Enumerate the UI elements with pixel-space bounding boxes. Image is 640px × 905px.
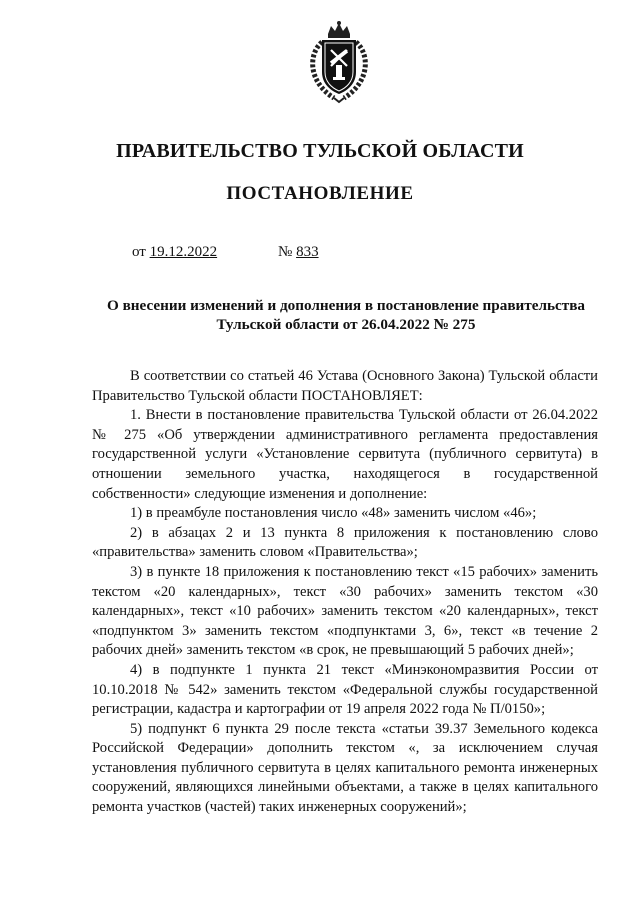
paragraph: 1. Внести в постановление правительства Тульской области от 26.04.2022 № 275 «Об утверждении административного регламента предоставления государственной услуги «Установление сервитута (публичного сервитута) в отношении земельного участка, находящегося в государственной собственности» следующие изменения и дополнение: (92, 407, 598, 502)
document-type: ПОСТАНОВЛЕНИЕ (226, 183, 414, 204)
number-prefix: № (278, 244, 293, 260)
date-prefix: от (132, 244, 146, 260)
tula-coat-of-arms-icon (298, 20, 380, 104)
document-body (92, 367, 598, 818)
document-number (278, 244, 319, 261)
paragraph: 5) подпункт 6 пункта 29 после текста «статьи 39.37 Земельного кодекса Российской Федерации» дополнить текстом «, за исключением случая установления публичного сервитута в целях капитального ремонта инженерных сооружений, являющихся линейными объектами, а также в целях капитального ремонта участков (частей) таких инженерных сооружений»; (92, 720, 598, 816)
paragraph: 4) в подпункте 1 пункта 21 текст «Минэкономразвития России от 10.10.2018 № 542» заменить текстом «Федеральной службы государственной регистрации, кадастра и картографии от 19 апреля 2022 года № П/0150»; (92, 661, 598, 718)
number-value: 833 (296, 244, 319, 260)
paragraph: В соответствии со статьей 46 Устава (Основного Закона) Тульской области Правительство Тульской области ПОСТАНОВЛЯЕТ: (92, 368, 598, 404)
paragraph: 1) в преамбуле постановления число «48» заменить числом «46»; (130, 505, 537, 522)
paragraph: 2) в абзацах 2 и 13 пункта 8 приложения к постановлению слово «правительства» заменить словом «Правительства»; (92, 524, 598, 561)
date-value: 19.12.2022 (149, 244, 218, 260)
paragraph: 3) в пункте 18 приложения к постановлению текст «15 рабочих» заменить текстом «20 календарных», текст «30 рабочих» заменить текстом «30 календарных», текст «10 рабочих» заменить текстом «20 календарных», текст «подпунктом 3» заменить текстом «подпунктами 3, 6», текст «в течение 2 рабочих дней» заменить текстом «в срок, не превышающий 5 рабочих дней»; (92, 563, 598, 659)
organization-title: ПРАВИТЕЛЬСТВО ТУЛЬСКОЙ ОБЛАСТИ (116, 140, 524, 162)
document-subject: О внесении изменений и дополнения в постановление правительства Тульской области от 26.04.2022 № 275 (106, 297, 586, 333)
document-date (132, 244, 217, 261)
